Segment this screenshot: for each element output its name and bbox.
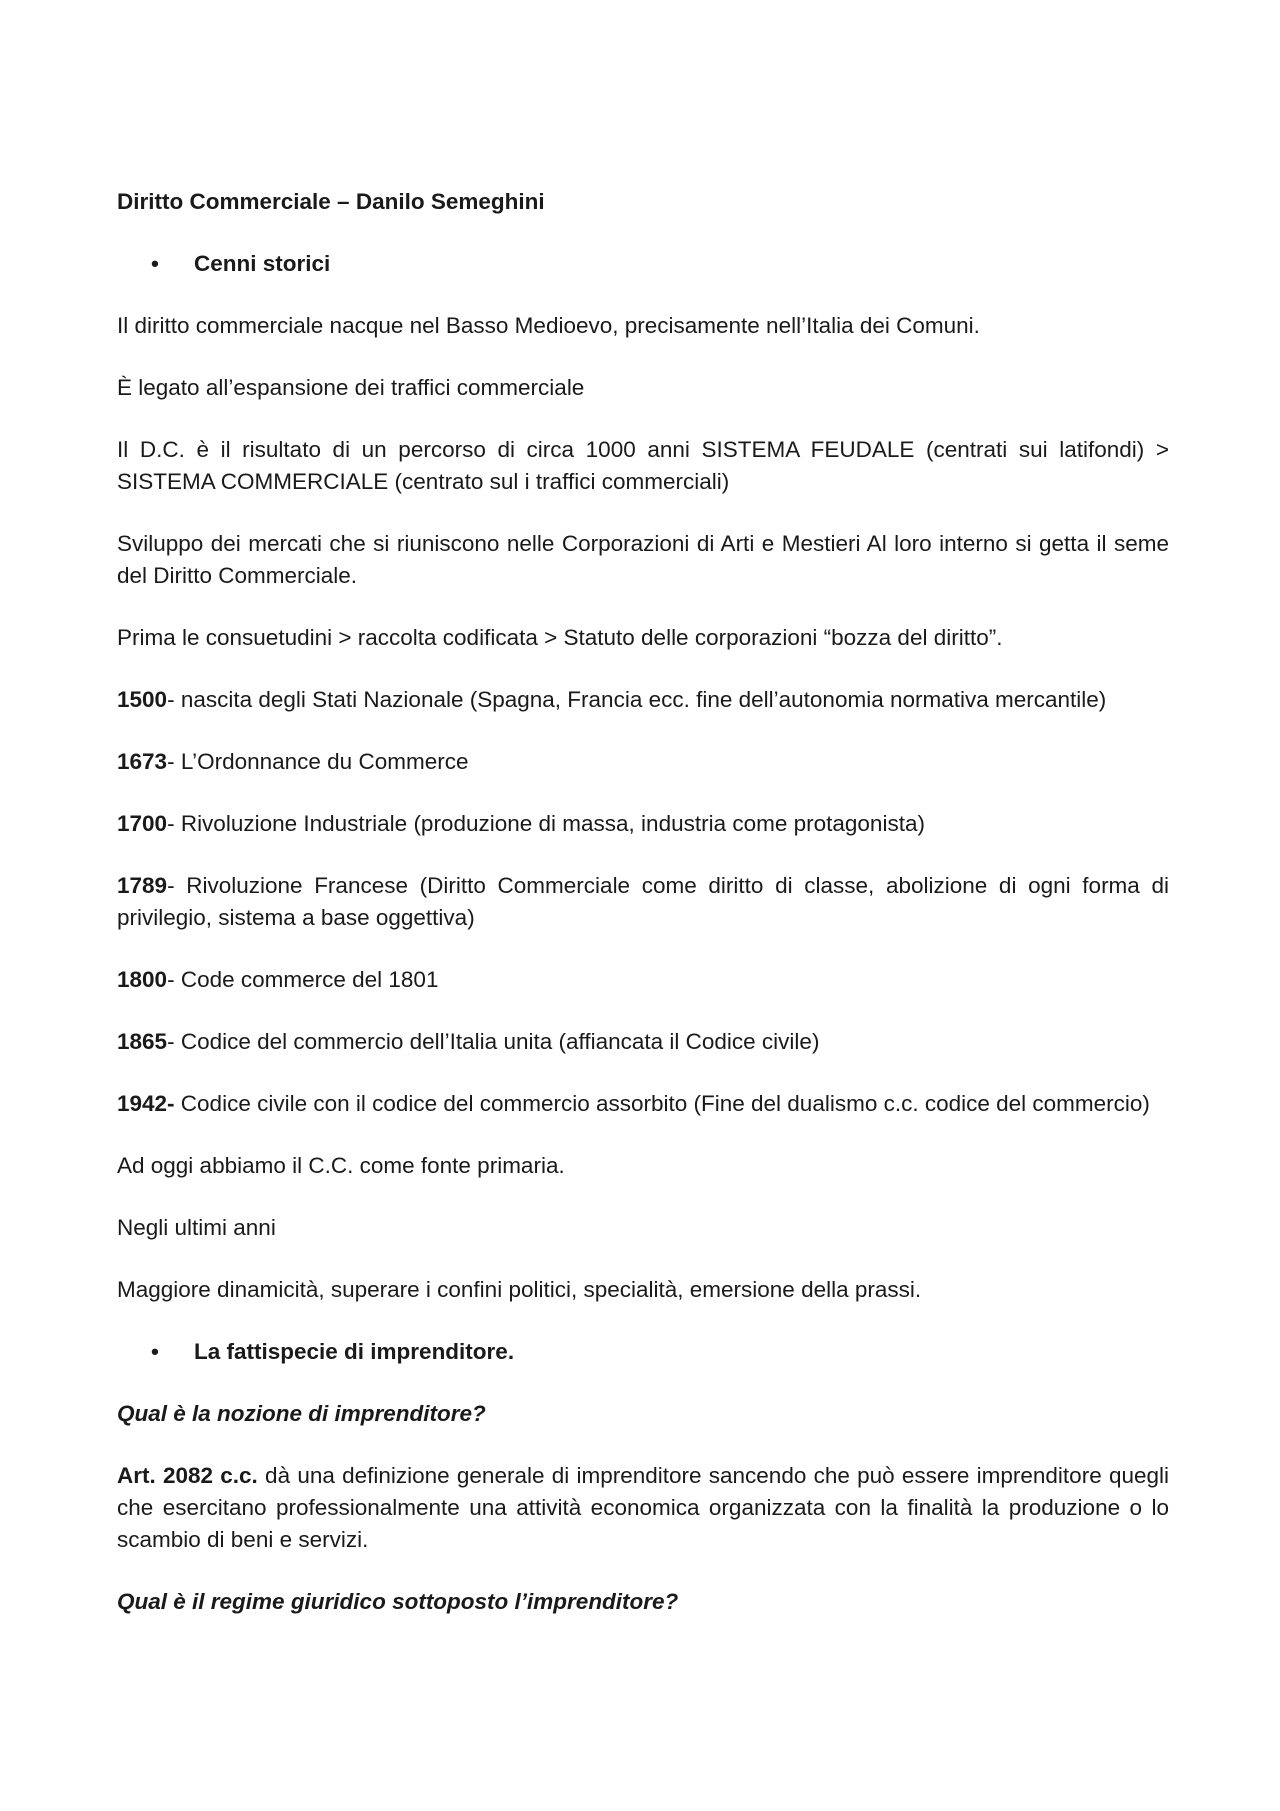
timeline-sep: - [167, 967, 175, 992]
timeline-entry-1700 [117, 808, 1169, 840]
bullet-icon: • [151, 251, 159, 276]
timeline-entry-1942 [117, 1088, 1169, 1120]
timeline-sep: - [167, 749, 175, 774]
timeline-sep: - [167, 687, 175, 712]
timeline-year: 1942- [117, 1091, 175, 1116]
paragraph: Ad oggi abbiamo il C.C. come fonte primaria. [117, 1153, 565, 1178]
paragraph: Il diritto commerciale nacque nel Basso Medioevo, precisamente nell’Italia dei Comuni. [117, 313, 980, 338]
section-heading-text: Cenni storici [194, 251, 331, 276]
paragraph: Sviluppo dei mercati che si riuniscono nelle Corporazioni di Arti e Mestieri Al loro interno si getta il seme del Diritto Commerciale. [117, 531, 1169, 588]
timeline-year: 1700 [117, 811, 168, 836]
timeline-text: Code commerce del 1801 [174, 967, 439, 992]
article-reference: Art. 2082 c.c. [117, 1463, 258, 1488]
article-paragraph [117, 1460, 1169, 1556]
timeline-text: Codice del commercio dell’Italia unita (affiancata il Codice civile) [174, 1029, 820, 1054]
timeline-year: 1500 [117, 687, 168, 712]
section-heading-cenni-storici [117, 248, 1169, 280]
timeline-year: 1865 [117, 1029, 168, 1054]
timeline-entry-1800 [117, 964, 1169, 996]
timeline-text: Rivoluzione Francese (Diritto Commerciale come diritto di classe, abolizione di ogni forma di privilegio, sistema a base oggettiva) [117, 873, 1169, 930]
timeline-text: nascita degli Stati Nazionale (Spagna, Francia ecc. fine dell’autonomia normativa mercantile) [174, 687, 1107, 712]
timeline-text: Rivoluzione Industriale (produzione di massa, industria come protagonista) [174, 811, 925, 836]
article-text: dà una definizione generale di imprenditore sancendo che può essere imprenditore quegli che esercitano professionalmente una attività economica organizzata con la finalità la produzione o lo scambio di beni e servizi. [117, 1463, 1169, 1552]
timeline-sep: - [167, 1029, 175, 1054]
bullet-icon: • [151, 1339, 159, 1364]
timeline-year: 1789 [117, 873, 168, 898]
timeline-text: Codice civile con il codice del commercio assorbito (Fine del dualismo c.c. codice del commercio) [174, 1091, 1150, 1116]
paragraph: Negli ultimi anni [117, 1215, 276, 1240]
document-title: Diritto Commerciale – Danilo Semeghini [117, 189, 545, 214]
section-heading-fattispecie [117, 1336, 1169, 1368]
paragraph: È legato all’espansione dei traffici commerciale [117, 375, 585, 400]
section-heading-text: La fattispecie di imprenditore. [194, 1339, 515, 1364]
timeline-entry-1500 [117, 684, 1169, 716]
timeline-text: L’Ordonnance du Commerce [174, 749, 469, 774]
timeline-year: 1673 [117, 749, 168, 774]
timeline-entry-1789 [117, 870, 1169, 934]
question-heading: Qual è la nozione di imprenditore? [117, 1401, 486, 1426]
paragraph: Prima le consuetudini > raccolta codificata > Statuto delle corporazioni “bozza del diritto”. [117, 625, 1003, 650]
timeline-entry-1673 [117, 746, 1169, 778]
timeline-sep: - [167, 811, 175, 836]
timeline-sep: - [167, 873, 175, 898]
document-page [117, 186, 1169, 1648]
question-heading: Qual è il regime giuridico sottoposto l’imprenditore? [117, 1589, 679, 1614]
paragraph: Il D.C. è il risultato di un percorso di circa 1000 anni SISTEMA FEUDALE (centrati sui latifondi) > SISTEMA COMMERCIALE (centrato sul i traffici commerciali) [117, 437, 1169, 494]
paragraph: Maggiore dinamicità, superare i confini politici, specialità, emersione della prassi. [117, 1277, 922, 1302]
timeline-entry-1865 [117, 1026, 1169, 1058]
timeline-year: 1800 [117, 967, 168, 992]
